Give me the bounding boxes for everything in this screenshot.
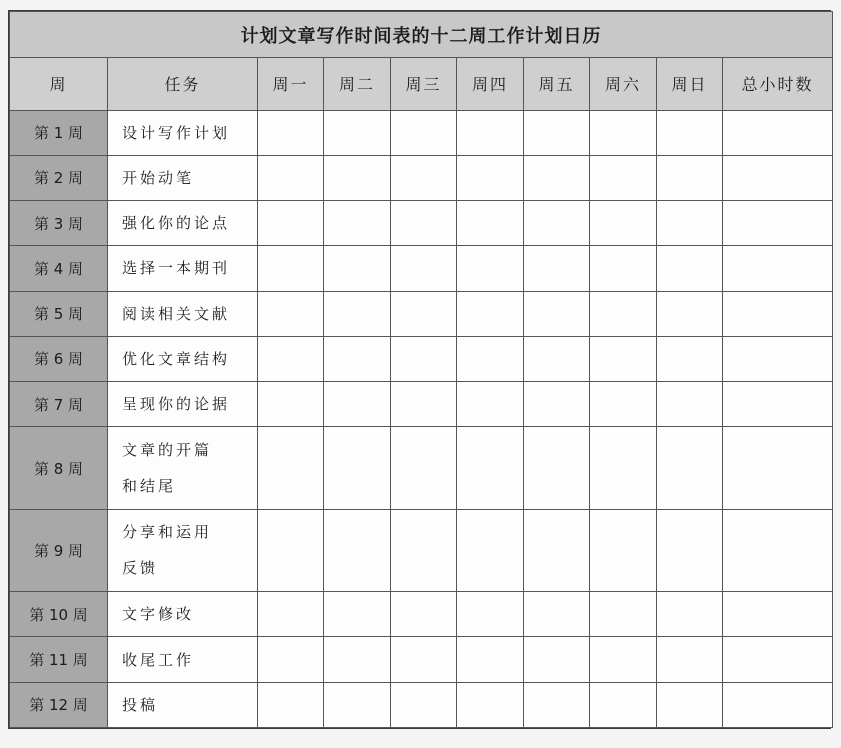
day-cell-tue — [324, 110, 391, 155]
day-cell-thu — [457, 201, 524, 246]
calendar-frame — [8, 10, 831, 729]
week-label: 第 6 周 — [10, 336, 108, 381]
task-label: 文字修改 — [108, 592, 258, 637]
day-cell-tue — [324, 155, 391, 200]
table-title: 计划文章写作时间表的十二周工作计划日历 — [10, 12, 833, 58]
task-label: 优化文章结构 — [108, 336, 258, 381]
header-sunday: 周日 — [657, 58, 723, 110]
day-cell-wed — [391, 509, 457, 591]
total-hours-cell — [723, 201, 833, 246]
week-row-3 — [10, 201, 833, 246]
total-hours-cell — [723, 246, 833, 291]
twelve-week-plan-table — [9, 11, 833, 728]
header-friday: 周五 — [524, 58, 590, 110]
day-cell-sat — [590, 682, 657, 727]
day-cell-thu — [457, 155, 524, 200]
task-label: 开始动笔 — [108, 155, 258, 200]
day-cell-tue — [324, 336, 391, 381]
header-task: 任务 — [108, 58, 258, 110]
day-cell-wed — [391, 201, 457, 246]
day-cell-wed — [391, 246, 457, 291]
day-cell-thu — [457, 637, 524, 682]
day-cell-mon — [258, 427, 324, 509]
day-cell-sun — [657, 291, 723, 336]
day-cell-thu — [457, 592, 524, 637]
day-cell-tue — [324, 246, 391, 291]
week-row-2 — [10, 155, 833, 200]
task-label: 呈现你的论据 — [108, 382, 258, 427]
day-cell-sat — [590, 637, 657, 682]
task-label-line-1: 分享和运用 — [122, 523, 213, 542]
day-cell-thu — [457, 246, 524, 291]
day-cell-mon — [258, 201, 324, 246]
header-wednesday: 周三 — [391, 58, 457, 110]
day-cell-sat — [590, 246, 657, 291]
week-row-4 — [10, 246, 833, 291]
week-label: 第 8 周 — [10, 427, 108, 509]
total-hours-cell — [723, 427, 833, 509]
day-cell-sat — [590, 336, 657, 381]
total-hours-cell — [723, 336, 833, 381]
week-label: 第 11 周 — [10, 637, 108, 682]
day-cell-sun — [657, 110, 723, 155]
day-cell-thu — [457, 291, 524, 336]
day-cell-mon — [258, 155, 324, 200]
week-row-8 — [10, 427, 833, 509]
day-cell-sat — [590, 155, 657, 200]
week-label: 第 2 周 — [10, 155, 108, 200]
task-label: 收尾工作 — [108, 637, 258, 682]
task-label: 强化你的论点 — [108, 201, 258, 246]
day-cell-fri — [524, 110, 590, 155]
day-cell-fri — [524, 592, 590, 637]
header-monday: 周一 — [258, 58, 324, 110]
day-cell-fri — [524, 382, 590, 427]
day-cell-mon — [258, 637, 324, 682]
day-cell-sun — [657, 637, 723, 682]
day-cell-fri — [524, 291, 590, 336]
day-cell-mon — [258, 291, 324, 336]
day-cell-tue — [324, 592, 391, 637]
day-cell-tue — [324, 201, 391, 246]
day-cell-sat — [590, 110, 657, 155]
week-row-7 — [10, 382, 833, 427]
day-cell-sun — [657, 509, 723, 591]
header-tuesday: 周二 — [324, 58, 391, 110]
week-row-5 — [10, 291, 833, 336]
day-cell-sun — [657, 336, 723, 381]
week-label: 第 3 周 — [10, 201, 108, 246]
day-cell-thu — [457, 682, 524, 727]
week-label: 第 4 周 — [10, 246, 108, 291]
day-cell-wed — [391, 291, 457, 336]
header-thursday: 周四 — [457, 58, 524, 110]
header-row — [10, 58, 833, 110]
total-hours-cell — [723, 110, 833, 155]
day-cell-sat — [590, 382, 657, 427]
total-hours-cell — [723, 592, 833, 637]
day-cell-fri — [524, 427, 590, 509]
day-cell-fri — [524, 509, 590, 591]
task-label-line-2: 和结尾 — [122, 477, 177, 495]
day-cell-wed — [391, 427, 457, 509]
week-label: 第 9 周 — [10, 509, 108, 591]
day-cell-mon — [258, 592, 324, 637]
week-row-1 — [10, 110, 833, 155]
day-cell-thu — [457, 509, 524, 591]
day-cell-sun — [657, 155, 723, 200]
day-cell-thu — [457, 336, 524, 381]
total-hours-cell — [723, 682, 833, 727]
header-saturday: 周六 — [590, 58, 657, 110]
total-hours-cell — [723, 382, 833, 427]
day-cell-sun — [657, 682, 723, 727]
day-cell-sat — [590, 201, 657, 246]
week-label: 第 1 周 — [10, 110, 108, 155]
day-cell-mon — [258, 382, 324, 427]
day-cell-sun — [657, 592, 723, 637]
day-cell-tue — [324, 682, 391, 727]
task-label — [108, 427, 258, 509]
day-cell-sat — [590, 509, 657, 591]
task-label-line-1: 文章的开篇 — [122, 441, 213, 459]
task-label: 选择一本期刊 — [108, 246, 258, 291]
day-cell-fri — [524, 637, 590, 682]
day-cell-sat — [590, 427, 657, 509]
total-hours-cell — [723, 509, 833, 591]
day-cell-tue — [324, 509, 391, 591]
total-hours-cell — [723, 155, 833, 200]
day-cell-tue — [324, 291, 391, 336]
week-row-12 — [10, 682, 833, 727]
day-cell-wed — [391, 592, 457, 637]
day-cell-tue — [324, 637, 391, 682]
day-cell-sun — [657, 201, 723, 246]
header-week: 周 — [10, 58, 108, 110]
day-cell-wed — [391, 637, 457, 682]
day-cell-sun — [657, 382, 723, 427]
day-cell-mon — [258, 682, 324, 727]
week-row-11 — [10, 637, 833, 682]
week-row-6 — [10, 336, 833, 381]
day-cell-fri — [524, 155, 590, 200]
day-cell-thu — [457, 382, 524, 427]
day-cell-wed — [391, 382, 457, 427]
day-cell-mon — [258, 336, 324, 381]
day-cell-sun — [657, 246, 723, 291]
week-row-10 — [10, 592, 833, 637]
day-cell-fri — [524, 246, 590, 291]
week-label: 第 10 周 — [10, 592, 108, 637]
week-label: 第 7 周 — [10, 382, 108, 427]
task-label — [108, 509, 258, 591]
total-hours-cell — [723, 637, 833, 682]
day-cell-wed — [391, 336, 457, 381]
day-cell-thu — [457, 110, 524, 155]
task-label-line-2: 反馈 — [122, 559, 159, 578]
task-label: 投稿 — [108, 682, 258, 727]
task-label: 设计写作计划 — [108, 110, 258, 155]
day-cell-mon — [258, 509, 324, 591]
day-cell-sat — [590, 592, 657, 637]
day-cell-wed — [391, 155, 457, 200]
day-cell-fri — [524, 682, 590, 727]
day-cell-mon — [258, 246, 324, 291]
day-cell-tue — [324, 427, 391, 509]
day-cell-mon — [258, 110, 324, 155]
day-cell-sun — [657, 427, 723, 509]
header-total-hours: 总小时数 — [723, 58, 833, 110]
week-label: 第 12 周 — [10, 682, 108, 727]
task-label: 阅读相关文献 — [108, 291, 258, 336]
week-label: 第 5 周 — [10, 291, 108, 336]
day-cell-sat — [590, 291, 657, 336]
week-row-9 — [10, 509, 833, 591]
day-cell-thu — [457, 427, 524, 509]
day-cell-tue — [324, 382, 391, 427]
day-cell-wed — [391, 110, 457, 155]
day-cell-wed — [391, 682, 457, 727]
total-hours-cell — [723, 291, 833, 336]
day-cell-fri — [524, 336, 590, 381]
day-cell-fri — [524, 201, 590, 246]
